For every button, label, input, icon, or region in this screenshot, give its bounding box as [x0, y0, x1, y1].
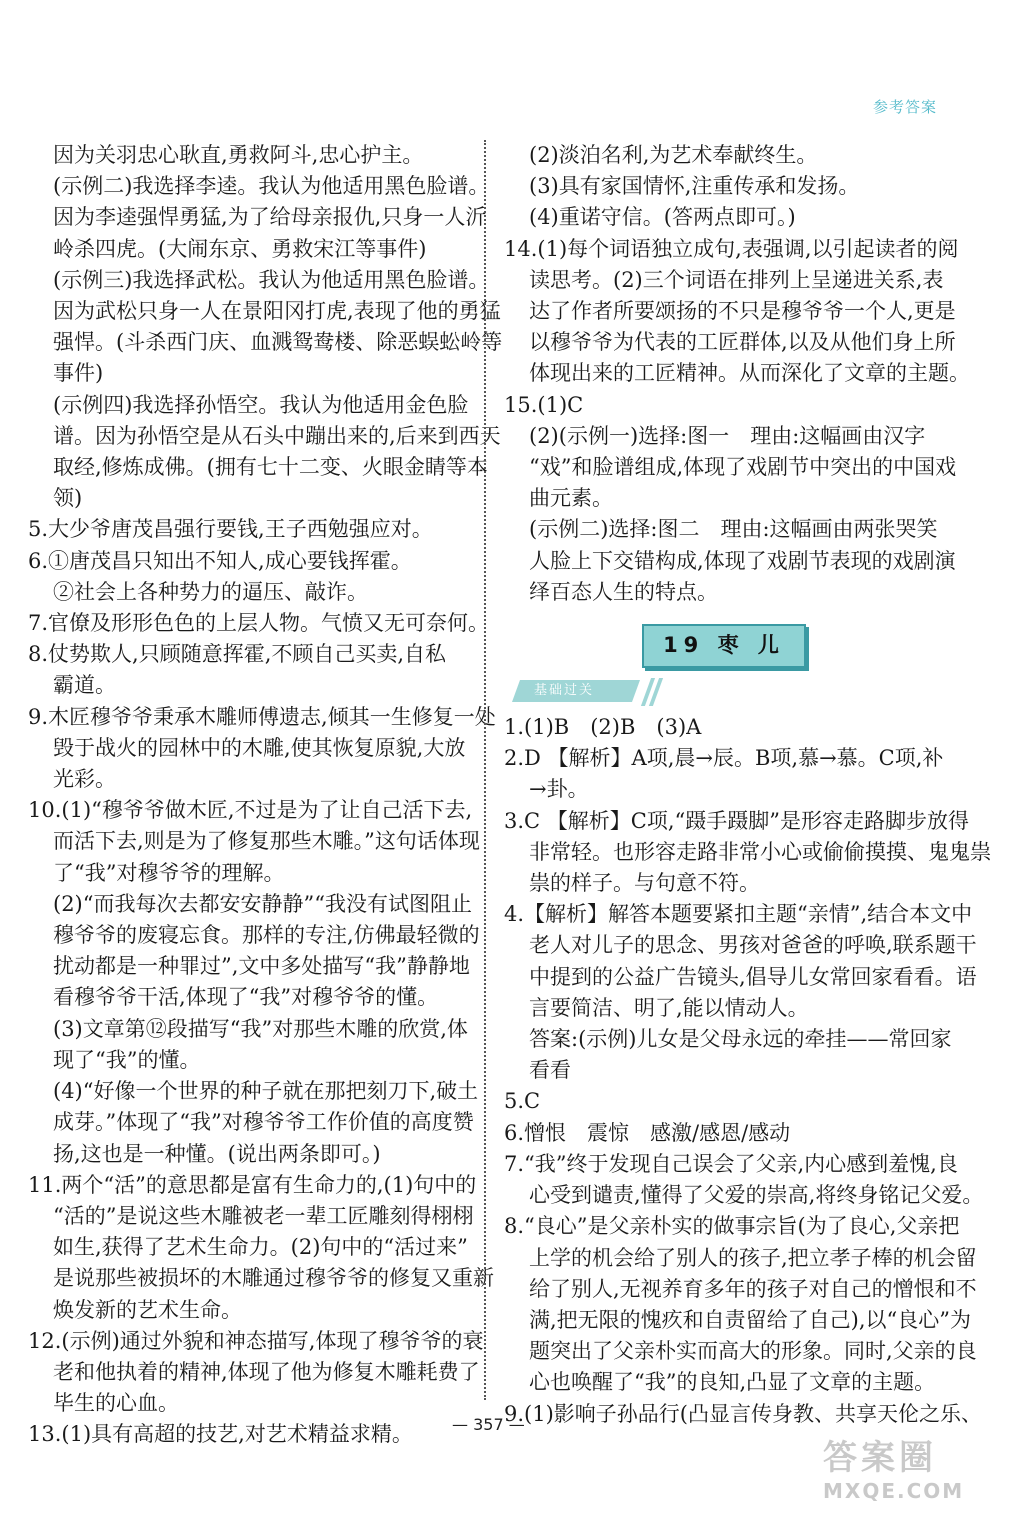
text-line: 给了别人,无视养育多年的孩子对自己的憎恨和不 — [529, 1276, 977, 1301]
text-line: 因为关羽忠心耿直,勇救阿斗,忠心护主。 — [53, 143, 424, 167]
text-line: 9.(1)影响子孙品行(凸显言传身教、共享天伦之乐、 — [504, 1401, 982, 1426]
text-line: 6.憎恨 震惊 感激/感恩/感动 — [504, 1120, 791, 1145]
text-line: (3)具有家国情怀,注重传承和发扬。 — [529, 174, 860, 199]
text-line: “戏”和脸谱组成,体现了戏剧节中突出的中国戏 — [529, 455, 957, 480]
text-line: 霸道。 — [53, 673, 116, 698]
text-line: 曲元素。 — [529, 486, 613, 511]
text-line: 毕生的心血。 — [53, 1391, 179, 1416]
text-line: 如生,获得了艺术生命力。(2)句中的“活过来” — [53, 1235, 468, 1260]
text-line: 心受到谴责,懂得了父爱的崇高,将终身铭记父爱。 — [529, 1183, 984, 1208]
text-line: 取经,修炼成佛。(拥有七十二变、火眼金睛等本 — [53, 455, 488, 480]
text-line: 非常轻。也形容走路非常小心或偷偷摸摸、鬼鬼祟 — [529, 839, 991, 864]
section-title: 19 枣 儿 — [642, 624, 806, 668]
text-line: 7.官僚及形形色色的上层人物。气愤又无可奈何。 — [28, 611, 490, 636]
text-line: “活的”是说这些木雕被老一辈工匠雕刻得栩栩 — [53, 1203, 474, 1228]
text-line: 领) — [53, 486, 83, 511]
text-line: 14.(1)每个词语独立成句,表强调,以引起读者的阅 — [504, 236, 959, 261]
text-line: 8.仗势欺人,只顾随意挥霍,不顾自己买卖,自私 — [28, 642, 447, 667]
text-line: (示例二)选择:图二 理由:这幅画由两张哭笑 — [529, 517, 938, 542]
text-line: (3)文章第⑫段描写“我”对那些木雕的欣赏,体 — [53, 1016, 468, 1041]
text-line: 现了“我”的懂。 — [53, 1047, 201, 1072]
text-line: 事件) — [53, 361, 104, 386]
text-line: (2)淡泊名利,为艺术奉献终生。 — [529, 143, 818, 167]
text-line: 因为武松只身一人在景阳冈打虎,表现了他的勇猛 — [53, 299, 501, 324]
text-line: 7.“我”终于发现自己误会了父亲,内心感到羞愧,良 — [504, 1151, 958, 1176]
text-line: 中提到的公益广告镜头,倡导儿女常回家看看。语 — [529, 964, 977, 989]
text-line: 穆爷爷的废寝忘食。那样的专注,仿佛最轻微的 — [53, 923, 480, 948]
text-line: 5.大少爷唐茂昌强行要钱,王子西勉强应对。 — [28, 517, 433, 542]
text-line: 9.木匠穆爷爷秉承木雕师傅遗志,倾其一生修复一处 — [28, 704, 496, 729]
text-line: (4)“好像一个世界的种子就在那把刻刀下,破土 — [53, 1079, 479, 1104]
text-line: 祟的样子。与句意不符。 — [529, 871, 760, 896]
text-line: 3.C 【解析】C项,“蹑手蹑脚”是形容走路脚步放得 — [504, 808, 969, 833]
watermark-top: 答案圈 — [823, 1438, 937, 1478]
text-line: 而活下去,则是为了修复那些木雕。”这句话体现 — [53, 829, 480, 854]
text-line: 达了作者所要颂扬的不只是穆爷爷一个人,更是 — [529, 299, 956, 324]
text-line: 人脸上下交错构成,体现了戏剧节表现的戏剧演 — [529, 548, 956, 573]
text-line: 1.(1)B (2)B (3)A — [504, 715, 702, 740]
text-line: ②社会上各种势力的逼压、敲诈。 — [53, 579, 368, 604]
text-line: 强悍。(斗杀西门庆、血溅鸳鸯楼、除恶蜈蚣岭等 — [53, 330, 503, 355]
text-line: 心也唤醒了“我”的良知,凸显了文章的主题。 — [529, 1370, 936, 1395]
text-line: 12.(示例)通过外貌和神态描写,体现了穆爷爷的衰 — [28, 1328, 484, 1353]
badge-label: 基础过关 — [534, 683, 595, 699]
right-column — [504, 140, 991, 1430]
text-line: 因为李逵强悍勇猛,为了给母亲报仇,只身一人沂 — [53, 205, 487, 230]
watermark-bottom: MXQE.COM — [823, 1479, 965, 1503]
text-line: 毁于战火的园林中的木雕,使其恢复原貌,大放 — [53, 735, 466, 760]
page-header: 参考答案 — [872, 98, 937, 116]
text-line: 答案:(示例)儿女是父母永远的牵挂——常回家 — [529, 1027, 952, 1052]
text-line: 8.“良心”是父亲朴实的做事宗旨(为了良心,父亲把 — [504, 1214, 960, 1239]
text-line: (2)“而我每次去都安安静静”“我没有试图阻止 — [53, 891, 472, 916]
text-line: 老人对儿子的思念、男孩对爸爸的呼唤,联系题干 — [529, 933, 977, 958]
text-line: 题突出了父亲朴实而高大的形象。同时,父亲的良 — [529, 1339, 977, 1364]
text-line: 10.(1)“穆爷爷做木匠,不过是为了让自己活下去, — [28, 798, 473, 823]
text-line: (示例四)我选择孙悟空。我认为他适用金色脸 — [53, 392, 469, 417]
text-line: (示例三)我选择武松。我认为他适用黑色脸谱。 — [53, 267, 490, 292]
text-line: 扰动都是一种罪过”,文中多处描写“我”静静地 — [53, 954, 470, 979]
text-line: 看看 — [529, 1058, 571, 1083]
text-line: 2.D 【解析】A项,晨→辰。B项,慕→慕。C项,补 — [504, 746, 944, 771]
text-line: →卦。 — [529, 777, 589, 802]
text-line: 体现出来的工匠精神。从而深化了文章的主题。 — [529, 361, 970, 386]
text-line: 扬,这也是一种懂。(说出两条即可。) — [53, 1141, 381, 1166]
text-line: 4.【解析】解答本题要紧扣主题“亲情”,结合本文中 — [504, 902, 973, 927]
column-divider — [484, 140, 486, 1400]
text-line: 谱。因为孙悟空是从石头中蹦出来的,后来到西天 — [53, 423, 501, 448]
text-line: 光彩。 — [53, 767, 116, 792]
right-column-bottom — [504, 712, 991, 1430]
text-line: 读思考。(2)三个词语在排列上呈递进关系,表 — [529, 267, 944, 292]
text-line: 5.C — [504, 1089, 541, 1114]
watermark-logo — [823, 1430, 1003, 1520]
text-line: 了“我”对穆爷爷的理解。 — [53, 860, 285, 885]
text-line: 11.两个“活”的意思都是富有生命力的,(1)句中的 — [28, 1172, 477, 1197]
section-badge — [508, 678, 936, 708]
text-line: 言要简洁、明了,能以情动人。 — [529, 995, 809, 1020]
right-column-top — [504, 140, 970, 608]
text-line: 以穆爷爷为代表的工匠群体,以及从他们身上所 — [529, 330, 956, 355]
text-line: (4)重诺守信。(答两点即可。) — [529, 205, 796, 230]
text-line: 岭杀四虎。(大闹东京、勇救宋江等事件) — [53, 236, 427, 261]
text-line: 焕发新的艺术生命。 — [53, 1297, 242, 1322]
text-line: 6.①唐茂昌只知出不知人,成心要钱挥霍。 — [28, 548, 412, 573]
text-line: 看穆爷爷干活,体现了“我”对穆爷爷的懂。 — [53, 985, 439, 1010]
text-line: 满,把无限的愧疚和自责留给了自己),以“良心”为 — [529, 1307, 972, 1332]
text-line: 上学的机会给了别人的孩子,把立孝子棒的机会留 — [529, 1245, 977, 1270]
text-line: 15.(1)C — [504, 392, 584, 417]
page-number: — 357 — — [452, 1415, 525, 1434]
text-line: (示例二)我选择李逵。我认为他适用黑色脸谱。 — [53, 174, 490, 199]
text-line: 成芽。”体现了“我”对穆爷爷工作价值的高度赞 — [53, 1110, 474, 1135]
text-line: 13.(1)具有高超的技艺,对艺术精益求精。 — [28, 1422, 413, 1447]
text-line: 是说那些被损坏的木雕通过穆爷爷的修复又重新 — [53, 1266, 494, 1291]
text-line: (2)(示例一)选择:图一 理由:这幅画由汉字 — [529, 423, 926, 448]
text-line: 绎百态人生的特点。 — [529, 579, 718, 604]
text-line: 老和他执着的精神,体现了他为修复木雕耗费了 — [53, 1359, 480, 1384]
